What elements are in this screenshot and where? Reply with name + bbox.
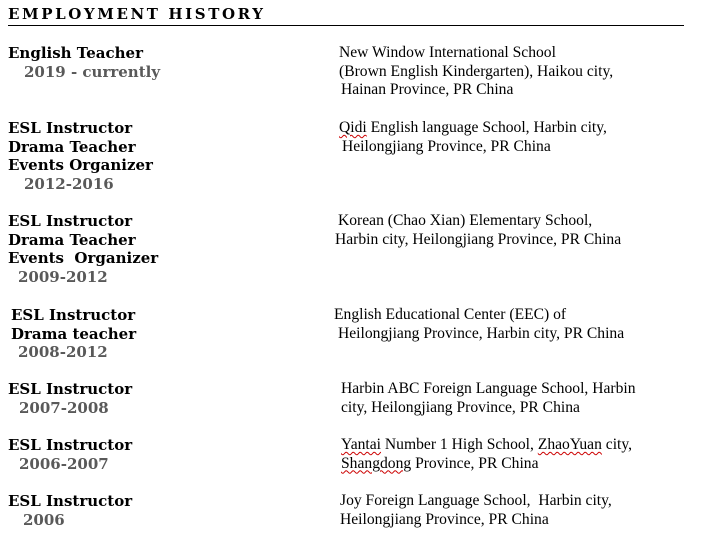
employer-4 xyxy=(334,306,624,343)
job-dates: 2007-2008 xyxy=(19,398,109,417)
employer-5 xyxy=(341,380,636,417)
job-title: Drama Teacher xyxy=(8,137,136,156)
job-title: ESL Instructor xyxy=(8,492,133,510)
employer-line: Heilongjiang Province, PR China xyxy=(340,510,549,528)
job-title: ESL Instructor xyxy=(8,380,133,398)
job-title: Events Organizer xyxy=(8,249,159,268)
spellcheck-word: Yantai xyxy=(341,436,382,453)
spellcheck-word: Shangdong xyxy=(341,454,412,472)
section-heading: EMPLOYMENT HISTORY xyxy=(8,5,684,26)
employer-line: Heilongjiang Province, PR China xyxy=(342,137,551,155)
employer-line: Joy Foreign Language School, Harbin city, xyxy=(340,492,612,509)
employer-line: Heilongjiang Province, Harbin city, PR China xyxy=(338,324,625,342)
employer-7 xyxy=(340,492,612,529)
job-title: English Teacher xyxy=(8,44,143,62)
job-title: ESL Instructor xyxy=(8,119,133,137)
job-dates: 2009-2012 xyxy=(18,268,108,287)
employer-line: Harbin city, Heilongjiang Province, PR China xyxy=(335,230,622,248)
job-title: ESL Instructor xyxy=(8,212,133,230)
employer-line: city, Heilongjiang Province, PR China xyxy=(341,398,580,416)
employer-line: Hainan Province, PR China xyxy=(341,81,514,99)
employer-3 xyxy=(335,212,621,249)
spellcheck-word: Qidi xyxy=(339,119,367,136)
job-dates: 2006 xyxy=(23,510,65,529)
job-role-2 xyxy=(8,119,153,194)
job-title: Drama Teacher xyxy=(8,230,136,249)
job-dates: 2012-2016 xyxy=(24,175,114,194)
job-title: Drama teacher xyxy=(11,324,137,343)
job-title: ESL Instructor xyxy=(8,436,133,454)
employer-line: New Window International School xyxy=(339,44,556,61)
job-title: Events Organizer xyxy=(8,156,153,175)
employer-1 xyxy=(339,44,613,100)
job-dates: 2006-2007 xyxy=(19,454,109,473)
employer-2 xyxy=(339,119,607,156)
job-role-1 xyxy=(8,44,160,81)
employer-line: Qidi English language School, Harbin city, xyxy=(339,119,607,136)
job-role-7 xyxy=(8,492,132,529)
employer-6 xyxy=(341,436,632,473)
job-role-4 xyxy=(11,306,136,362)
job-role-3 xyxy=(8,212,158,287)
job-title: ESL Instructor xyxy=(11,306,136,324)
employer-line: Yantai Number 1 High School, ZhaoYuan city, xyxy=(341,436,633,453)
employer-line: English Educational Center (EEC) of xyxy=(334,306,567,323)
job-dates: 2019 - currently xyxy=(24,62,161,81)
job-role-5 xyxy=(8,380,132,417)
employer-line: (Brown English Kindergarten), Haikou city, xyxy=(339,62,614,80)
job-dates: 2008-2012 xyxy=(18,343,108,362)
employer-line: Shangdong Province, PR China xyxy=(341,454,539,472)
job-role-6 xyxy=(8,436,132,473)
spellcheck-word: ZhaoYuan xyxy=(537,436,602,453)
employer-line: Korean (Chao Xian) Elementary School, xyxy=(338,212,593,229)
employer-line: Harbin ABC Foreign Language School, Harbin xyxy=(341,380,636,397)
